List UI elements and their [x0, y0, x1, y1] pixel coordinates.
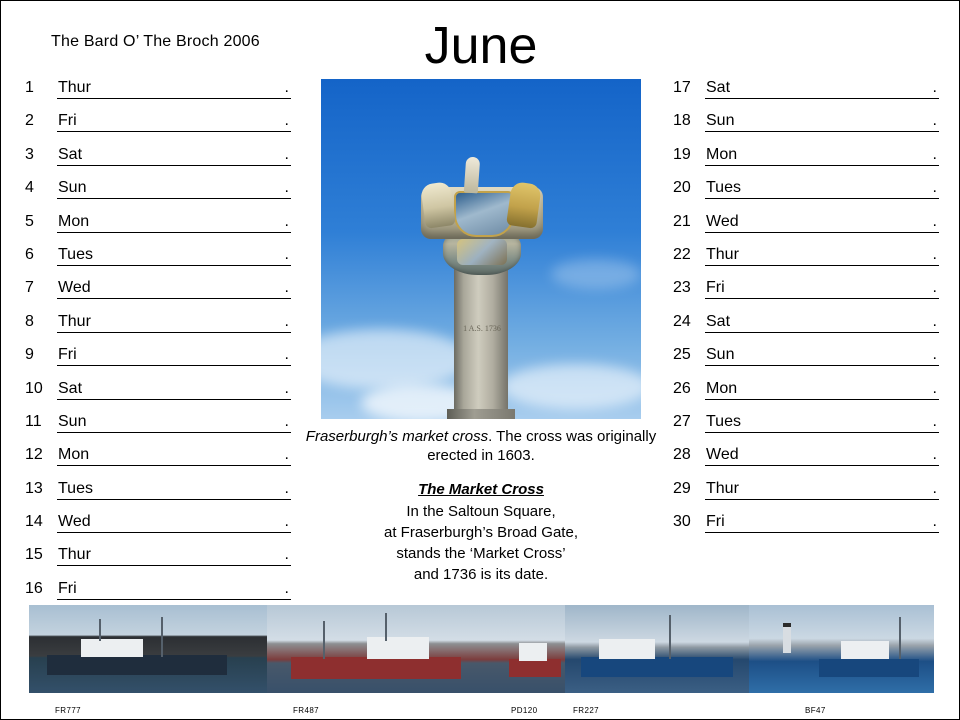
- day-entry-line[interactable]: [705, 179, 939, 199]
- poem-block: [301, 479, 661, 585]
- day-row[interactable]: [673, 79, 939, 112]
- day-name: Mon: [706, 145, 738, 163]
- day-row[interactable]: [25, 480, 291, 513]
- boat-hull: [581, 657, 733, 677]
- day-name: Thur: [706, 479, 739, 497]
- day-name: Sat: [706, 312, 731, 330]
- cloud-shape: [551, 259, 641, 289]
- page-title: June: [424, 17, 538, 75]
- day-entry-line[interactable]: [57, 112, 291, 132]
- boat-photo: [267, 605, 505, 693]
- cloud-shape: [321, 329, 471, 389]
- day-dot: .: [932, 513, 937, 531]
- day-dot: .: [284, 579, 289, 597]
- boat-photo-cell: [505, 605, 565, 717]
- day-entry-line[interactable]: [705, 112, 939, 132]
- day-row[interactable]: [673, 513, 939, 546]
- day-number: 3: [25, 145, 34, 163]
- day-dot: .: [284, 245, 289, 263]
- day-row[interactable]: [25, 346, 291, 379]
- day-entry-line[interactable]: [705, 346, 939, 366]
- cross-lion-figure: [506, 181, 542, 229]
- day-number: 22: [673, 245, 691, 263]
- boat-registration-label: PD120: [511, 706, 538, 715]
- boat-photo: [505, 605, 565, 693]
- day-number: 2: [25, 112, 34, 130]
- day-row[interactable]: [25, 146, 291, 179]
- day-dot: .: [932, 245, 937, 263]
- day-name: Mon: [58, 446, 90, 464]
- day-entry-line[interactable]: [57, 580, 291, 600]
- day-row[interactable]: [673, 146, 939, 179]
- day-name: Sat: [58, 379, 83, 397]
- day-number: 6: [25, 245, 34, 263]
- day-row[interactable]: [25, 446, 291, 479]
- day-dot: .: [284, 513, 289, 531]
- day-name: Tues: [58, 245, 93, 263]
- day-dot: .: [284, 145, 289, 163]
- day-number: 20: [673, 179, 691, 197]
- boat-mast: [161, 617, 163, 657]
- day-entry-line[interactable]: [705, 480, 939, 500]
- day-dot: .: [932, 379, 937, 397]
- day-number: 30: [673, 513, 691, 531]
- day-number: 26: [673, 379, 691, 397]
- cross-coat-of-arms: [454, 191, 514, 237]
- day-entry-line[interactable]: [57, 446, 291, 466]
- poem-title: The Market Cross: [418, 481, 544, 498]
- boat-mast: [323, 621, 325, 659]
- day-name: Fri: [58, 112, 77, 130]
- day-row[interactable]: [25, 313, 291, 346]
- day-number: 29: [673, 479, 691, 497]
- day-name: Sun: [58, 179, 87, 197]
- day-name: Sun: [706, 346, 735, 364]
- cross-shaft-base: [447, 409, 515, 419]
- day-entry-line[interactable]: [57, 313, 291, 333]
- day-column-right: [673, 79, 939, 546]
- day-dot: .: [284, 546, 289, 564]
- boat-photo-cell: [29, 605, 267, 717]
- day-number: 24: [673, 312, 691, 330]
- day-entry-line[interactable]: [57, 146, 291, 166]
- boat-wheelhouse: [81, 639, 143, 657]
- day-number: 14: [25, 513, 43, 531]
- day-entry-line[interactable]: [57, 413, 291, 433]
- boat-registration-label: BF47: [805, 706, 826, 715]
- day-number: 28: [673, 446, 691, 464]
- day-dot: .: [932, 312, 937, 330]
- boat-photo: [749, 605, 934, 693]
- day-dot: .: [932, 179, 937, 197]
- day-dot: .: [932, 279, 937, 297]
- day-entry-line[interactable]: [705, 146, 939, 166]
- poem-line: at Fraserburgh’s Broad Gate,: [384, 524, 578, 541]
- center-column: [301, 79, 661, 585]
- day-entry-line[interactable]: [705, 446, 939, 466]
- day-dot: .: [284, 379, 289, 397]
- day-number: 1: [25, 79, 34, 96]
- day-name: Fri: [58, 579, 77, 597]
- day-dot: .: [932, 212, 937, 230]
- boat-hull: [509, 659, 561, 677]
- day-entry-line[interactable]: [705, 413, 939, 433]
- boat-registration-label: FR487: [293, 706, 320, 715]
- day-dot: .: [284, 346, 289, 364]
- day-row[interactable]: [25, 79, 291, 112]
- day-dot: .: [284, 279, 289, 297]
- day-row[interactable]: [673, 213, 939, 246]
- day-row[interactable]: [25, 279, 291, 312]
- day-dot: .: [284, 412, 289, 430]
- day-dot: .: [284, 179, 289, 197]
- day-dot: .: [932, 346, 937, 364]
- day-number: 12: [25, 446, 43, 464]
- day-number: 19: [673, 145, 691, 163]
- day-number: 11: [25, 412, 42, 430]
- day-entry-line[interactable]: [57, 480, 291, 500]
- day-number: 23: [673, 279, 691, 297]
- day-row[interactable]: [25, 179, 291, 212]
- day-entry-line[interactable]: [57, 513, 291, 533]
- photo-caption: [301, 427, 661, 465]
- day-row[interactable]: [25, 413, 291, 446]
- day-number: 18: [673, 112, 691, 130]
- day-row[interactable]: [25, 213, 291, 246]
- poem-line: In the Saltoun Square,: [406, 503, 556, 520]
- day-number: 16: [25, 579, 43, 597]
- day-name: Thur: [58, 546, 91, 564]
- day-entry-line[interactable]: [705, 380, 939, 400]
- boat-wheelhouse: [599, 639, 655, 659]
- boat-hull: [819, 659, 919, 677]
- day-dot: .: [932, 79, 937, 96]
- boat-wheelhouse: [519, 643, 547, 661]
- boat-photo: [29, 605, 267, 693]
- day-column-left: [25, 79, 291, 613]
- day-number: 15: [25, 546, 43, 564]
- boat-photo-strip: [29, 605, 934, 717]
- day-entry-line[interactable]: [57, 346, 291, 366]
- day-row[interactable]: [673, 480, 939, 513]
- day-entry-line[interactable]: [57, 279, 291, 299]
- poem-line: stands the ‘Market Cross’: [396, 545, 566, 562]
- day-name: Sun: [706, 112, 735, 130]
- boat-mast: [669, 615, 671, 659]
- day-number: 25: [673, 346, 691, 364]
- day-entry-line[interactable]: [705, 513, 939, 533]
- boat-mast: [899, 617, 901, 659]
- day-number: 17: [673, 79, 691, 96]
- day-row[interactable]: [673, 380, 939, 413]
- day-name: Wed: [58, 279, 91, 297]
- day-dot: .: [284, 79, 289, 96]
- day-name: Mon: [706, 379, 738, 397]
- day-name: Wed: [706, 212, 739, 230]
- day-row[interactable]: [25, 380, 291, 413]
- day-entry-line[interactable]: [705, 246, 939, 266]
- day-name: Sat: [58, 145, 83, 163]
- day-entry-line[interactable]: [57, 79, 291, 99]
- boat-photo-cell: [749, 605, 934, 717]
- day-name: Thur: [58, 79, 91, 96]
- cloud-shape: [501, 364, 641, 409]
- day-name: Thur: [706, 245, 739, 263]
- day-dot: .: [932, 479, 937, 497]
- day-number: 13: [25, 479, 43, 497]
- day-name: Tues: [706, 179, 741, 197]
- day-name: Fri: [58, 346, 77, 364]
- day-entry-line[interactable]: [705, 213, 939, 233]
- photo-caption-rest: . The cross was originally erected in 1603.: [427, 428, 657, 464]
- boat-hull: [291, 657, 461, 679]
- day-name: Fri: [706, 279, 725, 297]
- market-cross-photo: [321, 79, 641, 419]
- day-name: Tues: [706, 412, 741, 430]
- day-dot: .: [932, 446, 937, 464]
- day-dot: .: [932, 112, 937, 130]
- cross-finial: [464, 157, 480, 194]
- day-row[interactable]: [25, 513, 291, 546]
- day-name: Fri: [706, 513, 725, 531]
- day-name: Sun: [58, 412, 87, 430]
- boat-hull: [47, 655, 227, 675]
- day-number: 5: [25, 212, 34, 230]
- day-number: 10: [25, 379, 43, 397]
- day-name: Mon: [58, 212, 90, 230]
- day-row[interactable]: [673, 179, 939, 212]
- photo-caption-emphasis: Fraserburgh’s market cross: [305, 428, 489, 445]
- boat-wheelhouse: [367, 637, 429, 659]
- cross-collar-crest: [457, 239, 507, 265]
- page-subtitle: The Bard O’ The Broch 2006: [51, 33, 260, 50]
- day-row[interactable]: [25, 546, 291, 579]
- boat-mast: [385, 613, 387, 641]
- day-entry-line[interactable]: [57, 246, 291, 266]
- day-number: 21: [673, 212, 691, 230]
- day-row[interactable]: [673, 246, 939, 279]
- day-entry-line[interactable]: [705, 313, 939, 333]
- day-row[interactable]: [673, 413, 939, 446]
- day-dot: .: [932, 412, 937, 430]
- day-entry-line[interactable]: [705, 279, 939, 299]
- day-name: Thur: [58, 312, 91, 330]
- day-number: 8: [25, 312, 34, 330]
- boat-photo-cell: [267, 605, 505, 717]
- day-dot: .: [284, 446, 289, 464]
- boat-wheelhouse: [841, 641, 889, 659]
- day-number: 9: [25, 346, 34, 364]
- day-row[interactable]: [25, 112, 291, 145]
- day-entry-line[interactable]: [57, 546, 291, 566]
- day-entry-line[interactable]: [57, 380, 291, 400]
- day-number: 4: [25, 179, 34, 197]
- day-row[interactable]: [25, 246, 291, 279]
- day-name: Wed: [58, 513, 91, 531]
- day-dot: .: [284, 312, 289, 330]
- day-dot: .: [284, 112, 289, 130]
- poem-line: and 1736 is its date.: [413, 566, 549, 583]
- day-number: 7: [25, 279, 34, 297]
- day-dot: .: [284, 479, 289, 497]
- day-entry-line[interactable]: [57, 179, 291, 199]
- day-row[interactable]: [673, 313, 939, 346]
- boat-registration-label: FR227: [573, 706, 600, 715]
- day-dot: .: [284, 212, 289, 230]
- cross-shaft: [454, 269, 508, 419]
- day-row[interactable]: [673, 346, 939, 379]
- day-row[interactable]: [673, 112, 939, 145]
- boat-photo-cell: [565, 605, 749, 717]
- day-row[interactable]: [673, 279, 939, 312]
- day-name: Sat: [706, 79, 731, 96]
- boat-registration-label: FR777: [55, 706, 82, 715]
- day-dot: .: [932, 145, 937, 163]
- boat-photo: [565, 605, 749, 693]
- day-entry-line[interactable]: [57, 213, 291, 233]
- cross-inscription: 1 A.S. 1736: [463, 324, 501, 333]
- boat-mast: [99, 619, 101, 641]
- day-number: 27: [673, 412, 691, 430]
- day-name: Tues: [58, 479, 93, 497]
- day-entry-line[interactable]: [705, 79, 939, 99]
- lighthouse-icon: [783, 623, 791, 653]
- day-row[interactable]: [673, 446, 939, 479]
- day-name: Wed: [706, 446, 739, 464]
